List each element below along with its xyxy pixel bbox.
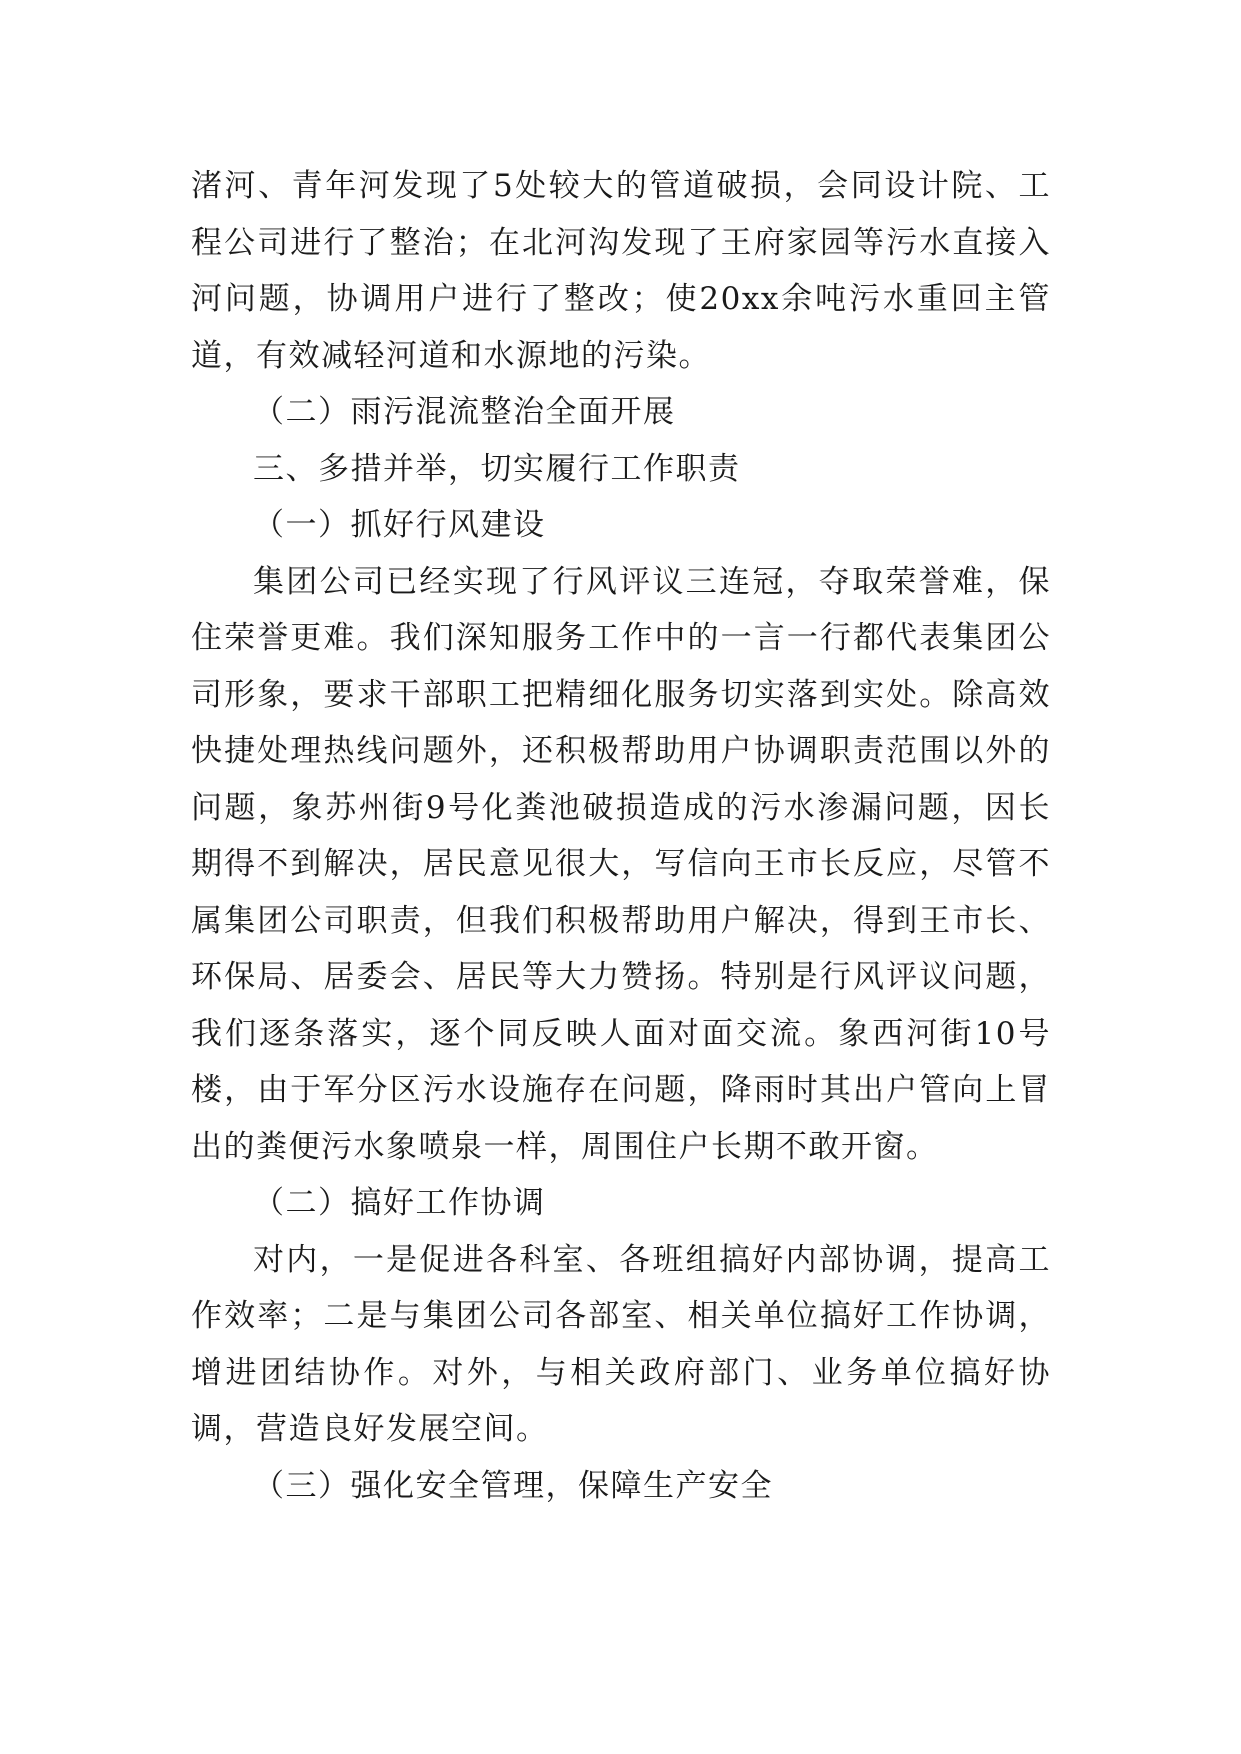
document-body	[191, 158, 1051, 1514]
body-paragraph: 集团公司已经实现了行风评议三连冠，夺取荣誉难，保住荣誉更难。我们深知服务工作中的一言一行都代表集团公司形象，要求干部职工把精细化服务切实落到实处。除高效快捷处理热线问题外，还积极帮助用户协调职责范围以外的问题，象苏州街9号化粪池破损造成的污水渗漏问题，因长期得不到解决，居民意见很大，写信向王市长反应，尽管不属集团公司职责，但我们积极帮助用户解决，得到王市长、环保局、居委会、居民等大力赞扬。特别是行风评议问题，我们逐条落实，逐个同反映人面对面交流。象西河街10号楼，由于军分区污水设施存在问题，降雨时其出户管向上冒出的粪便污水象喷泉一样，周围住户长期不敢开窗。	[191, 563, 1051, 1165]
body-paragraph: 对内，一是促进各科室、各班组搞好内部协调，提高工作效率；二是与集团公司各部室、相关单位搞好工作协调，增进团结协作。对外，与相关政府部门、业务单位搞好协调，营造良好发展空间。	[191, 1241, 1051, 1447]
subsection-heading: （二）雨污混流整治全面开展	[253, 394, 676, 430]
subsection-heading: （三）强化安全管理，保障生产安全	[253, 1467, 773, 1504]
body-paragraph: 渚河、青年河发现了5处较大的管道破损，会同设计院、工程公司进行了整治；在北河沟发现了王府家园等污水直接入河问题，协调用户进行了整改；使20xx余吨污水重回主管道，有效减轻河道和水源地的污染。	[191, 168, 1051, 374]
section-heading: 三、多措并举，切实履行工作职责	[253, 450, 741, 487]
subsection-heading: （一）抓好行风建设	[253, 507, 546, 543]
subsection-heading: （二）搞好工作协调	[253, 1185, 546, 1221]
